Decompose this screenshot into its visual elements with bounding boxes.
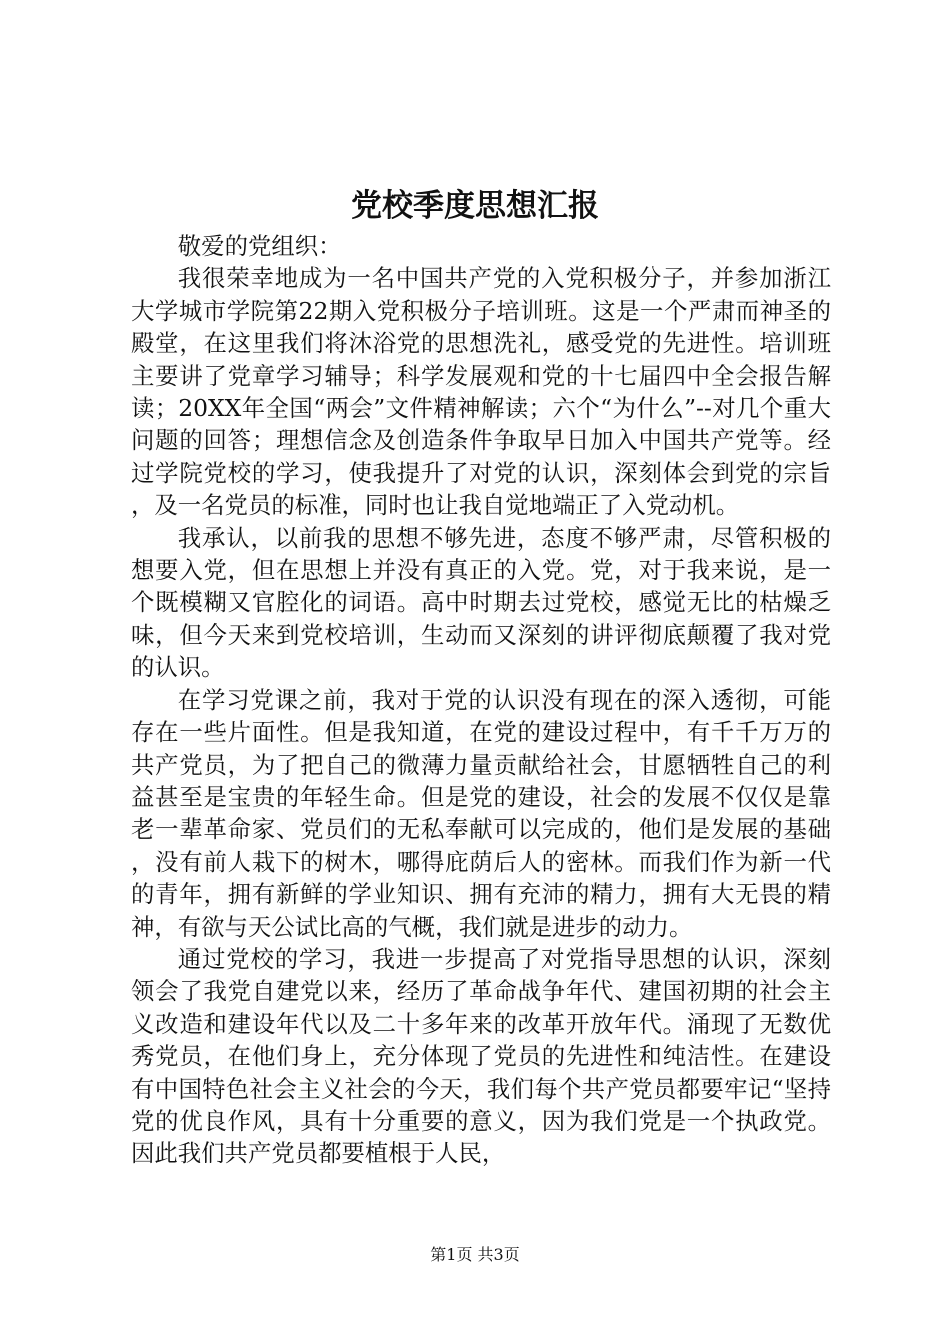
- paragraph-1: 我很荣幸地成为一名中国共产党的入党积极分子，并参加浙江大学城市学院第22期入党积极分子培训班。这是一个严肃而神圣的殿堂，在这里我们将沐浴党的思想洗礼，感受党的先进性。培训班主要讲了党章学习辅导；科学发展观和党的十七届四中全会报告解读；20XX年全国“两会”文件精神解读；六个“为什么”--对几个重大问题的回答；理想信念及创造条件争取早日加入中国共产党等。经过学院党校的学习，使我提升了对党的认识，深刻体会到党的宗旨，及一名党员的标准，同时也让我自觉地端正了入党动机。: [131, 264, 831, 520]
- page-footer: 第1页 共3页: [430, 1245, 520, 1264]
- paragraph-4: 通过党校的学习，我进一步提高了对党指导思想的认识，深刻领会了我党自建党以来，经历了革命战争年代、建国初期的社会主义改造和建设年代以及二十多年来的改革开放年代。涌现了无数优秀党员，在他们身上，充分体现了党员的先进性和纯洁性。在建设有中国特色社会主义社会的今天，我们每个共产党员都要牢记“坚持党的优良作风，具有十分重要的意义，因为我们党是一个执政党。因此我们共产党员都要植根于人民，: [131, 944, 831, 1168]
- paragraph-2: 我承认，以前我的思想不够先进，态度不够严肃，尽管积极的想要入党，但在思想上并没有真正的入党。党，对于我来说，是一个既模糊又官腔化的词语。高中时期去过党校，感觉无比的枯燥乏味，但今天来到党校培训，生动而又深刻的讲评彻底颠覆了我对党的认识。: [131, 523, 831, 682]
- salutation: 敬爱的党组织：: [177, 232, 342, 260]
- document-body: [131, 230, 831, 1170]
- document-title: 党校季度思想汇报: [351, 188, 599, 224]
- paragraph-3: 在学习党课之前，我对于党的认识没有现在的深入透彻，可能存在一些片面性。但是我知道，在党的建设过程中，有千千万万的共产党员，为了把自己的微薄力量贡献给社会，甘愿牺牲自己的利益甚至是宝贵的年轻生命。但是党的建设，社会的发展不仅仅是靠老一辈革命家、党员们的无私奉献可以完成的，他们是发展的基础，没有前人栽下的树木，哪得庇荫后人的密林。而我们作为新一代的青年，拥有新鲜的学业知识、拥有充沛的精力，拥有大无畏的精神，有欲与天公试比高的气概，我们就是进步的动力。: [131, 685, 831, 941]
